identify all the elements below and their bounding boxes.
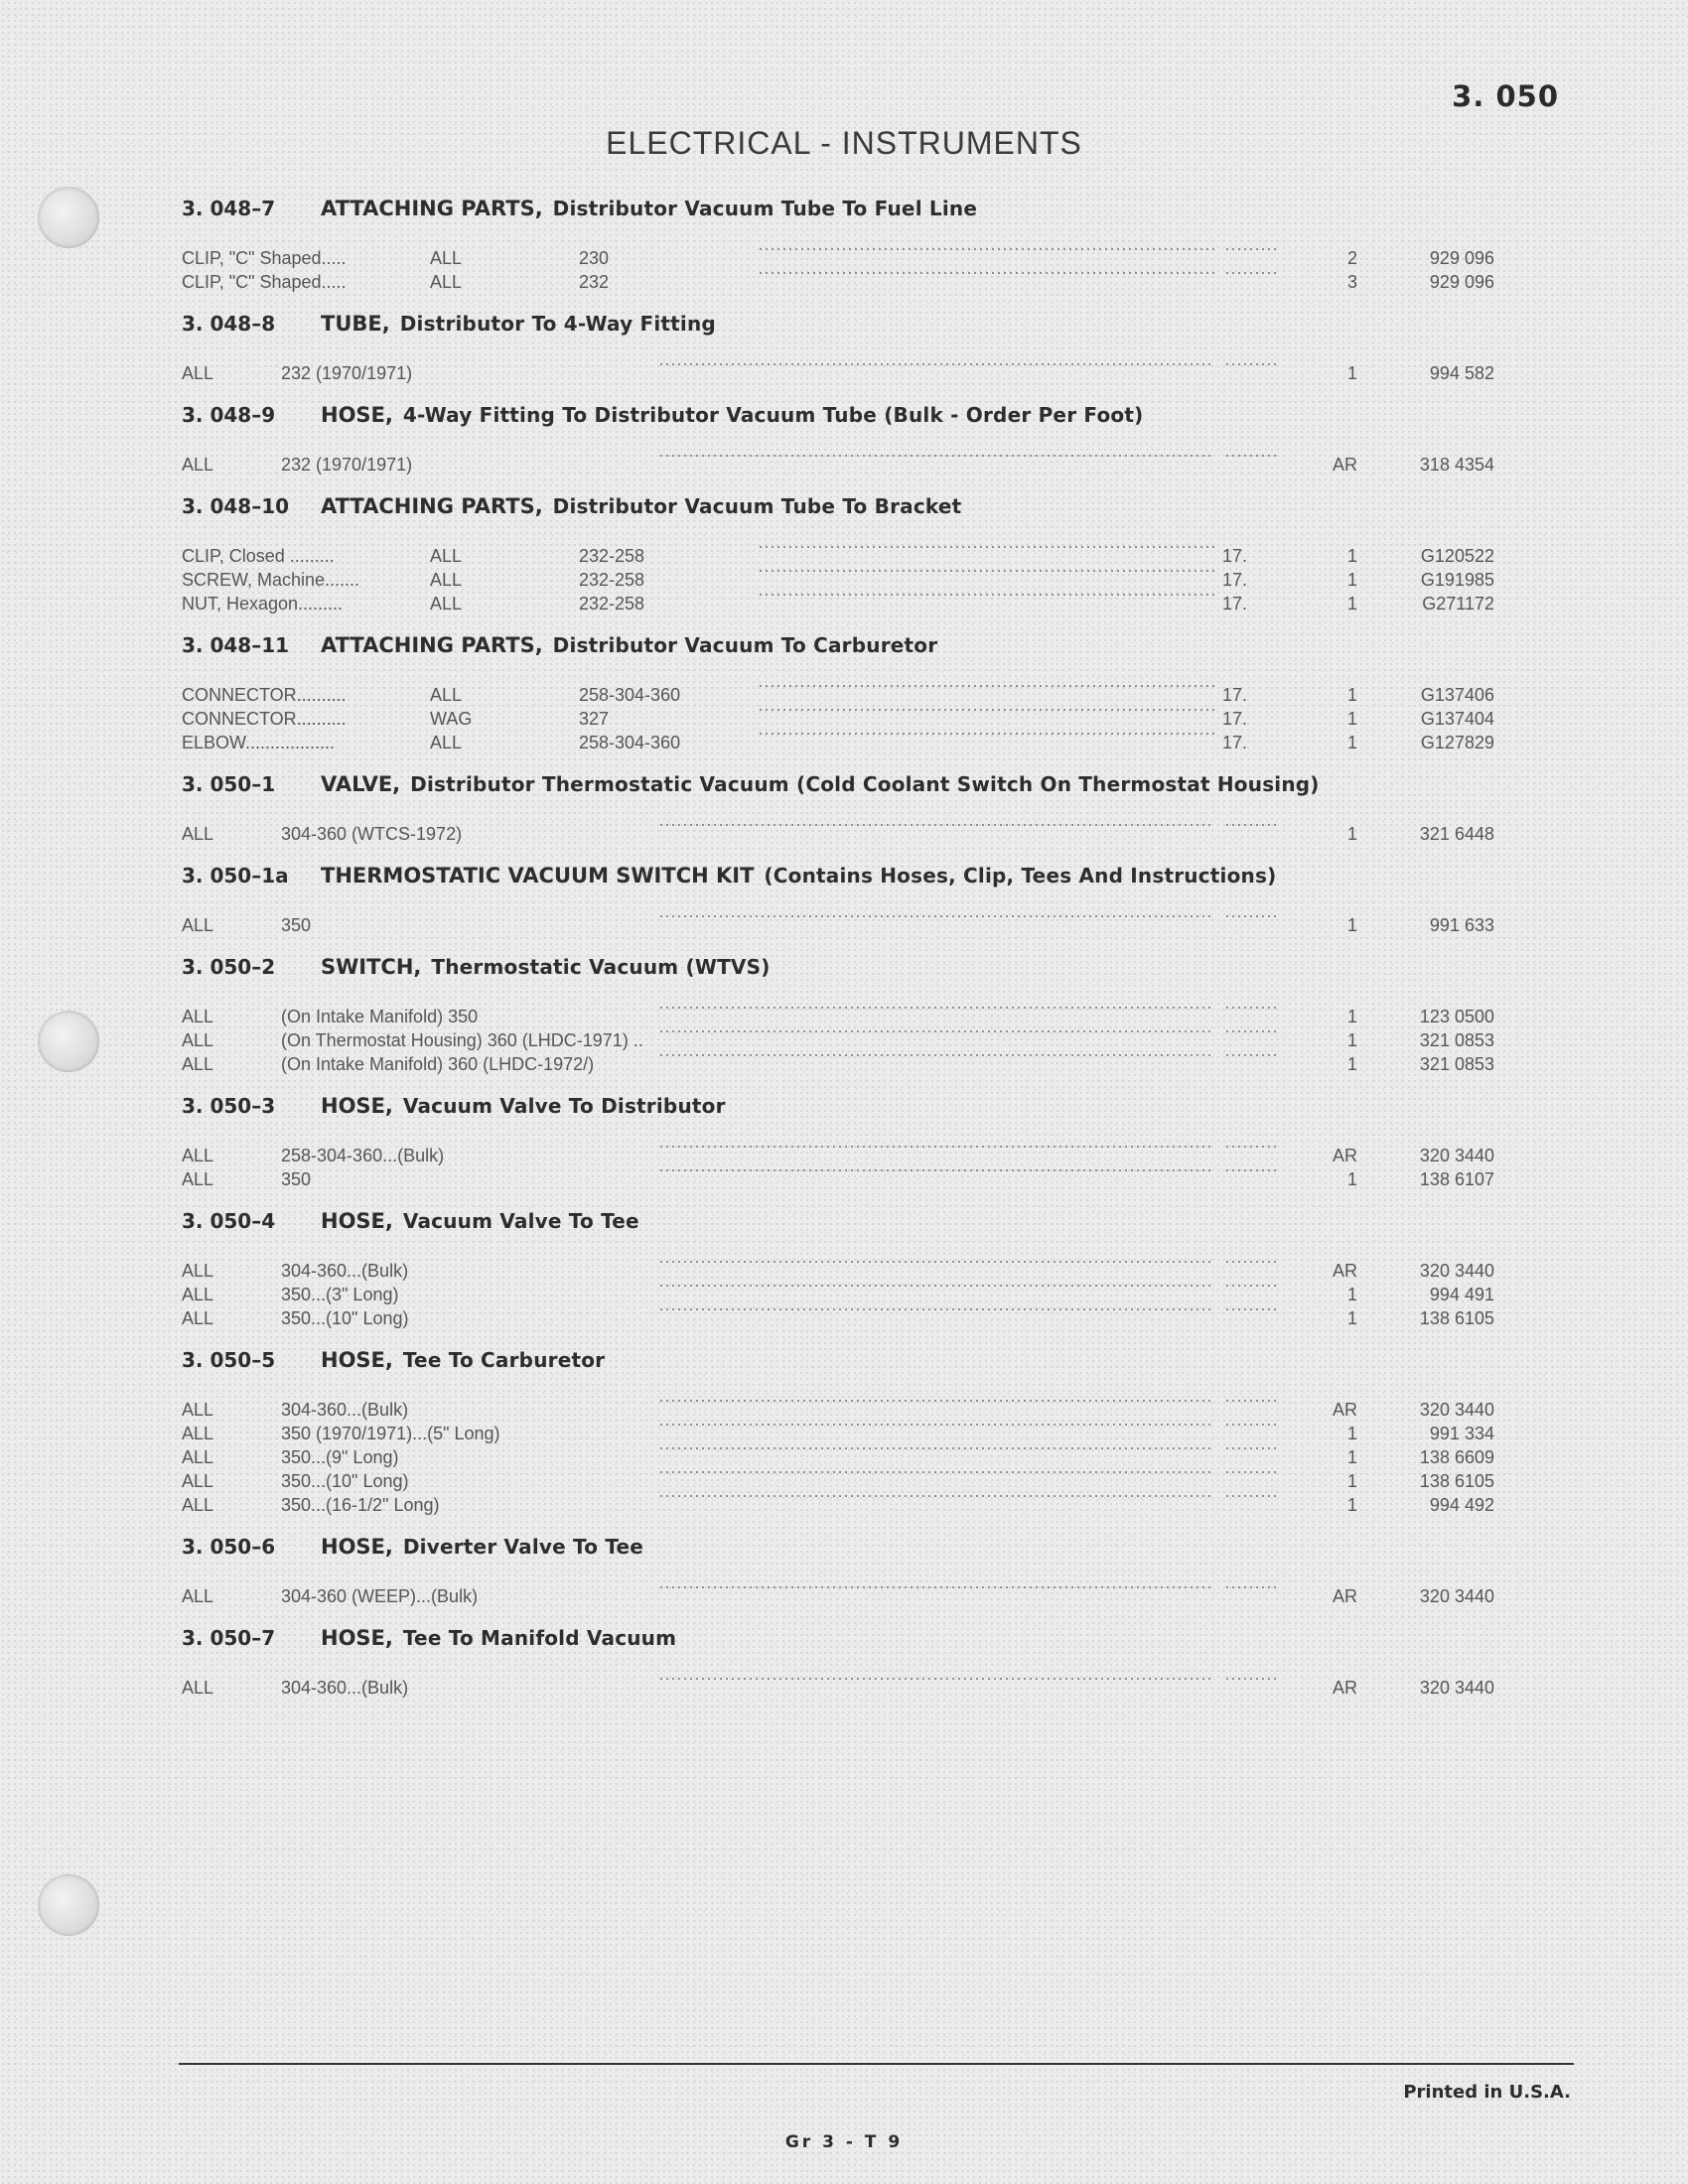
- part-number: 138 6105: [1419, 1471, 1494, 1491]
- dot-leader: [1224, 455, 1276, 457]
- part-number: G137404: [1420, 709, 1494, 729]
- section-number: 3. 048–7: [182, 197, 276, 220]
- illustration-ref: 17.: [1222, 594, 1248, 614]
- parts-section: [182, 1525, 1502, 1608]
- section-heading: [182, 762, 1502, 806]
- model-application: 304-360 (WTCS-1972): [281, 824, 463, 844]
- parts-row: [182, 544, 1502, 568]
- parts-rows: [182, 1382, 1502, 1517]
- section-heading: [182, 1525, 1502, 1569]
- section-description: Distributor Vacuum Tube To Bracket: [552, 494, 962, 518]
- quantity: 1: [1346, 1169, 1357, 1189]
- section-number: 3. 048–11: [182, 633, 290, 657]
- parts-row: [182, 453, 1502, 477]
- section-description: Thermostatic Vacuum (WTVS): [431, 955, 771, 979]
- part-number: 138 6107: [1419, 1169, 1494, 1189]
- parts-row: [182, 1493, 1502, 1517]
- part-number: 321 0853: [1419, 1030, 1494, 1050]
- parts-section: [182, 484, 1502, 615]
- application-code: ALL: [430, 570, 463, 590]
- quantity: 1: [1346, 1308, 1357, 1328]
- page-title: ELECTRICAL - INSTRUMENTS: [606, 125, 1082, 161]
- parts-section: [182, 623, 1502, 754]
- model-application: 327: [579, 709, 610, 729]
- quantity: 1: [1346, 1424, 1357, 1443]
- dot-leader: [658, 1308, 1214, 1310]
- quantity: 1: [1346, 1054, 1357, 1074]
- application-code: ALL: [430, 546, 463, 566]
- parts-row: [182, 1052, 1502, 1076]
- section-heading: [182, 623, 1502, 667]
- section-number: 3. 048–9: [182, 403, 276, 427]
- model-application: (On Intake Manifold) 350: [281, 1007, 479, 1026]
- model-application: 350...(3" Long): [281, 1285, 399, 1304]
- parts-section: [182, 1616, 1502, 1700]
- section-description: Vacuum Valve To Tee: [402, 1209, 639, 1233]
- dot-leader: [658, 1447, 1214, 1449]
- parts-row: [182, 246, 1502, 270]
- dot-leader: [758, 248, 1214, 250]
- parts-row: [182, 270, 1502, 294]
- parts-row: [182, 1005, 1502, 1028]
- section-description: Diverter Valve To Tee: [402, 1535, 644, 1559]
- parts-section: [182, 854, 1502, 937]
- dot-leader: [658, 1007, 1214, 1009]
- part-number: 123 0500: [1419, 1007, 1494, 1026]
- parts-section: [182, 302, 1502, 385]
- section-description: 4-Way Fitting To Distributor Vacuum Tube (Bulk - Order Per Foot): [402, 403, 1144, 427]
- quantity: 1: [1346, 570, 1357, 590]
- parts-section: [182, 945, 1502, 1076]
- section-description: Distributor Vacuum Tube To Fuel Line: [552, 197, 978, 220]
- page-number: 3. 050: [1452, 79, 1559, 113]
- parts-row: [182, 1584, 1502, 1608]
- footer-rule: [179, 2063, 1574, 2065]
- application-code: ALL: [182, 1007, 214, 1026]
- parts-rows: [182, 528, 1502, 615]
- dot-leader: [1224, 248, 1276, 250]
- part-name: SCREW, Machine.......: [182, 570, 360, 590]
- printed-in-label: Printed in U.S.A.: [1403, 2082, 1571, 2103]
- quantity: 1: [1346, 1447, 1357, 1467]
- section-heading: [182, 1616, 1502, 1660]
- parts-rows: [182, 897, 1502, 937]
- parts-row: [182, 707, 1502, 731]
- dot-leader: [1224, 1169, 1276, 1171]
- dot-leader: [1224, 1400, 1276, 1402]
- section-heading: [182, 1338, 1502, 1382]
- group-label: Gr 3 - T 9: [784, 2132, 904, 2152]
- model-application: 232 (1970/1971): [281, 363, 413, 383]
- dot-leader: [658, 1471, 1214, 1473]
- part-number: 320 3440: [1419, 1261, 1494, 1281]
- section-description: Vacuum Valve To Distributor: [402, 1094, 726, 1118]
- section-part-name: HOSE,: [321, 1626, 393, 1650]
- section-number: 3. 050–1: [182, 772, 276, 796]
- dot-leader: [658, 1169, 1214, 1171]
- dot-leader: [658, 363, 1214, 365]
- section-number: 3. 050–4: [182, 1209, 276, 1233]
- dot-leader: [1224, 1054, 1276, 1056]
- application-code: ALL: [182, 1586, 214, 1606]
- section-description: Distributor Vacuum To Carburetor: [552, 633, 938, 657]
- model-application: 304-360...(Bulk): [281, 1400, 409, 1420]
- binder-hole: [38, 1011, 99, 1072]
- parts-rows: [182, 667, 1502, 754]
- dot-leader: [658, 915, 1214, 917]
- binder-hole: [38, 187, 99, 248]
- model-application: 232: [579, 272, 610, 292]
- dot-leader: [658, 1054, 1214, 1056]
- part-number: 318 4354: [1419, 455, 1494, 475]
- application-code: ALL: [182, 1146, 214, 1165]
- model-application: 232 (1970/1971): [281, 455, 413, 475]
- section-part-name: HOSE,: [321, 1535, 393, 1559]
- application-code: ALL: [182, 1261, 214, 1281]
- quantity: 1: [1346, 915, 1357, 935]
- dot-leader: [1224, 1424, 1276, 1426]
- application-code: ALL: [182, 824, 214, 844]
- quantity: 1: [1346, 1007, 1357, 1026]
- section-description: Distributor To 4-Way Fitting: [399, 312, 716, 336]
- dot-leader: [758, 685, 1214, 687]
- model-application: 258-304-360: [579, 733, 681, 752]
- section-part-name: HOSE,: [321, 1209, 393, 1233]
- part-name: CLIP, Closed .........: [182, 546, 335, 566]
- application-code: ALL: [430, 733, 463, 752]
- model-application: 258-304-360: [579, 685, 681, 705]
- parts-row: [182, 683, 1502, 707]
- parts-row: [182, 1028, 1502, 1052]
- application-code: ALL: [182, 455, 214, 475]
- model-application: (On Intake Manifold) 360 (LHDC-1972/): [281, 1054, 595, 1074]
- application-code: ALL: [182, 1495, 214, 1515]
- model-application: 350...(16-1/2" Long): [281, 1495, 440, 1515]
- section-part-name: ATTACHING PARTS,: [321, 633, 543, 657]
- part-name: NUT, Hexagon.........: [182, 594, 344, 614]
- dot-leader: [1224, 1285, 1276, 1287]
- quantity: AR: [1332, 1678, 1357, 1698]
- quantity: 1: [1346, 1495, 1357, 1515]
- section-part-name: HOSE,: [321, 403, 393, 427]
- parts-row: [182, 1306, 1502, 1330]
- application-code: ALL: [430, 594, 463, 614]
- part-number: 991 334: [1429, 1424, 1494, 1443]
- dot-leader: [658, 1495, 1214, 1497]
- section-number: 3. 048–10: [182, 494, 290, 518]
- dot-leader: [758, 709, 1214, 711]
- section-description: (Contains Hoses, Clip, Tees And Instructions): [764, 864, 1277, 887]
- quantity: 1: [1346, 1030, 1357, 1050]
- parts-row: [182, 1259, 1502, 1283]
- section-heading: [182, 1084, 1502, 1128]
- parts-row: [182, 1445, 1502, 1469]
- application-code: ALL: [430, 248, 463, 268]
- section-heading: [182, 484, 1502, 528]
- model-application: 350...(10" Long): [281, 1471, 409, 1491]
- application-code: ALL: [182, 1030, 214, 1050]
- parts-row: [182, 1398, 1502, 1422]
- section-part-name: SWITCH,: [321, 955, 422, 979]
- application-code: ALL: [430, 685, 463, 705]
- parts-section: [182, 187, 1502, 294]
- dot-leader: [658, 1586, 1214, 1588]
- quantity: 1: [1346, 824, 1357, 844]
- parts-row: [182, 361, 1502, 385]
- quantity: AR: [1332, 1146, 1357, 1165]
- parts-section: [182, 393, 1502, 477]
- parts-row: [182, 1676, 1502, 1700]
- dot-leader: [1224, 824, 1276, 826]
- quantity: 1: [1346, 1471, 1357, 1491]
- application-code: ALL: [182, 1285, 214, 1304]
- model-application: 258-304-360...(Bulk): [281, 1146, 445, 1165]
- model-application: 304-360...(Bulk): [281, 1261, 409, 1281]
- illustration-ref: 17.: [1222, 570, 1248, 590]
- model-application: 304-360 (WEEP)...(Bulk): [281, 1586, 479, 1606]
- application-code: ALL: [182, 1400, 214, 1420]
- part-number: 994 492: [1429, 1495, 1494, 1515]
- part-name: CONNECTOR..........: [182, 709, 347, 729]
- section-description: Distributor Thermostatic Vacuum (Cold Coolant Switch On Thermostat Housing): [410, 772, 1320, 796]
- parts-section: [182, 1199, 1502, 1330]
- part-number: 994 491: [1429, 1285, 1494, 1304]
- illustration-ref: 17.: [1222, 546, 1248, 566]
- part-number: 138 6609: [1419, 1447, 1494, 1467]
- dot-leader: [1224, 1447, 1276, 1449]
- dot-leader: [1224, 1030, 1276, 1032]
- part-number: G271172: [1422, 594, 1494, 614]
- model-application: 350: [281, 915, 312, 935]
- model-application: (On Thermostat Housing) 360 (LHDC-1971) ..: [281, 1030, 643, 1050]
- dot-leader: [658, 1678, 1214, 1680]
- dot-leader: [1224, 1007, 1276, 1009]
- parts-rows: [182, 1660, 1502, 1700]
- section-part-name: THERMOSTATIC VACUUM SWITCH KIT: [321, 864, 755, 887]
- dot-leader: [1224, 915, 1276, 917]
- section-heading: [182, 393, 1502, 437]
- model-application: 232-258: [579, 546, 645, 566]
- parts-row: [182, 1283, 1502, 1306]
- part-number: 320 3440: [1419, 1146, 1494, 1165]
- dot-leader: [658, 1424, 1214, 1426]
- dot-leader: [1224, 363, 1276, 365]
- quantity: AR: [1332, 1400, 1357, 1420]
- section-number: 3. 050–3: [182, 1094, 276, 1118]
- dot-leader: [658, 455, 1214, 457]
- application-code: ALL: [182, 1054, 214, 1074]
- quantity: 1: [1346, 685, 1357, 705]
- parts-section: [182, 762, 1502, 846]
- application-code: ALL: [182, 1678, 214, 1698]
- part-number: 321 0853: [1419, 1054, 1494, 1074]
- model-application: 232-258: [579, 570, 645, 590]
- dot-leader: [1224, 1146, 1276, 1148]
- section-heading: [182, 945, 1502, 989]
- dot-leader: [758, 594, 1214, 596]
- dot-leader: [658, 1146, 1214, 1148]
- section-part-name: ATTACHING PARTS,: [321, 197, 543, 220]
- model-application: 350 (1970/1971)...(5" Long): [281, 1424, 500, 1443]
- parts-row: [182, 1144, 1502, 1167]
- model-application: 350: [281, 1169, 312, 1189]
- application-code: ALL: [182, 363, 214, 383]
- section-number: 3. 048–8: [182, 312, 276, 336]
- parts-list: [182, 187, 1502, 1707]
- quantity: 1: [1346, 546, 1357, 566]
- parts-row: [182, 1167, 1502, 1191]
- parts-rows: [182, 437, 1502, 477]
- quantity: AR: [1332, 455, 1357, 475]
- parts-row: [182, 731, 1502, 754]
- model-application: 232-258: [579, 594, 645, 614]
- section-heading: [182, 854, 1502, 897]
- application-code: ALL: [182, 1447, 214, 1467]
- part-number: 929 096: [1429, 248, 1494, 268]
- quantity: 3: [1346, 272, 1357, 292]
- application-code: ALL: [182, 1169, 214, 1189]
- parts-section: [182, 1338, 1502, 1517]
- parts-row: [182, 568, 1502, 592]
- parts-row: [182, 1422, 1502, 1445]
- quantity: 1: [1346, 733, 1357, 752]
- quantity: 1: [1346, 363, 1357, 383]
- parts-rows: [182, 1569, 1502, 1608]
- section-heading: [182, 302, 1502, 345]
- application-code: ALL: [182, 1424, 214, 1443]
- part-number: G120522: [1420, 546, 1494, 566]
- parts-row: [182, 1469, 1502, 1493]
- dot-leader: [1224, 1471, 1276, 1473]
- dot-leader: [658, 1400, 1214, 1402]
- parts-rows: [182, 1243, 1502, 1330]
- application-code: ALL: [430, 272, 463, 292]
- part-number: 994 582: [1429, 363, 1494, 383]
- parts-row: [182, 592, 1502, 615]
- part-number: 320 3440: [1419, 1400, 1494, 1420]
- section-description: Tee To Manifold Vacuum: [402, 1626, 677, 1650]
- dot-leader: [758, 570, 1214, 572]
- illustration-ref: 17.: [1222, 709, 1248, 729]
- dot-leader: [758, 733, 1214, 735]
- quantity: 1: [1346, 709, 1357, 729]
- quantity: 2: [1346, 248, 1357, 268]
- parts-row: [182, 822, 1502, 846]
- part-number: 320 3440: [1419, 1678, 1494, 1698]
- quantity: AR: [1332, 1261, 1357, 1281]
- parts-rows: [182, 230, 1502, 294]
- model-application: 350...(10" Long): [281, 1308, 409, 1328]
- section-part-name: ATTACHING PARTS,: [321, 494, 543, 518]
- part-number: G127829: [1420, 733, 1494, 752]
- part-name: CLIP, "C" Shaped.....: [182, 272, 347, 292]
- section-number: 3. 050–2: [182, 955, 276, 979]
- dot-leader: [1224, 1495, 1276, 1497]
- part-number: 991 633: [1429, 915, 1494, 935]
- section-part-name: TUBE,: [321, 312, 390, 336]
- dot-leader: [758, 272, 1214, 274]
- model-application: 304-360...(Bulk): [281, 1678, 409, 1698]
- section-number: 3. 050–1a: [182, 864, 289, 887]
- model-application: 230: [579, 248, 610, 268]
- model-application: 350...(9" Long): [281, 1447, 399, 1467]
- section-heading: [182, 1199, 1502, 1243]
- parts-rows: [182, 1128, 1502, 1191]
- part-number: G191985: [1420, 570, 1494, 590]
- section-number: 3. 050–7: [182, 1626, 276, 1650]
- section-part-name: HOSE,: [321, 1094, 393, 1118]
- illustration-ref: 17.: [1222, 685, 1248, 705]
- part-number: 138 6105: [1419, 1308, 1494, 1328]
- part-name: CLIP, "C" Shaped.....: [182, 248, 347, 268]
- parts-row: [182, 913, 1502, 937]
- dot-leader: [1224, 1308, 1276, 1310]
- part-number: 320 3440: [1419, 1586, 1494, 1606]
- dot-leader: [1224, 1261, 1276, 1263]
- dot-leader: [1224, 272, 1276, 274]
- application-code: ALL: [182, 915, 214, 935]
- dot-leader: [658, 1030, 1214, 1032]
- part-name: ELBOW..................: [182, 733, 336, 752]
- dot-leader: [658, 824, 1214, 826]
- section-description: Tee To Carburetor: [402, 1348, 606, 1372]
- dot-leader: [658, 1285, 1214, 1287]
- part-number: 929 096: [1429, 272, 1494, 292]
- quantity: AR: [1332, 1586, 1357, 1606]
- dot-leader: [1224, 1678, 1276, 1680]
- parts-section: [182, 1084, 1502, 1191]
- section-heading: [182, 187, 1502, 230]
- part-number: 321 6448: [1419, 824, 1494, 844]
- section-number: 3. 050–6: [182, 1535, 276, 1559]
- parts-rows: [182, 345, 1502, 385]
- application-code: WAG: [430, 709, 473, 729]
- application-code: ALL: [182, 1471, 214, 1491]
- part-number: G137406: [1420, 685, 1494, 705]
- dot-leader: [1224, 1586, 1276, 1588]
- parts-rows: [182, 989, 1502, 1076]
- quantity: 1: [1346, 594, 1357, 614]
- parts-rows: [182, 806, 1502, 846]
- binder-hole: [38, 1874, 99, 1936]
- illustration-ref: 17.: [1222, 733, 1248, 752]
- dot-leader: [758, 546, 1214, 548]
- section-part-name: VALVE,: [321, 772, 401, 796]
- part-name: CONNECTOR..........: [182, 685, 347, 705]
- section-number: 3. 050–5: [182, 1348, 276, 1372]
- section-part-name: HOSE,: [321, 1348, 393, 1372]
- application-code: ALL: [182, 1308, 214, 1328]
- dot-leader: [658, 1261, 1214, 1263]
- quantity: 1: [1346, 1285, 1357, 1304]
